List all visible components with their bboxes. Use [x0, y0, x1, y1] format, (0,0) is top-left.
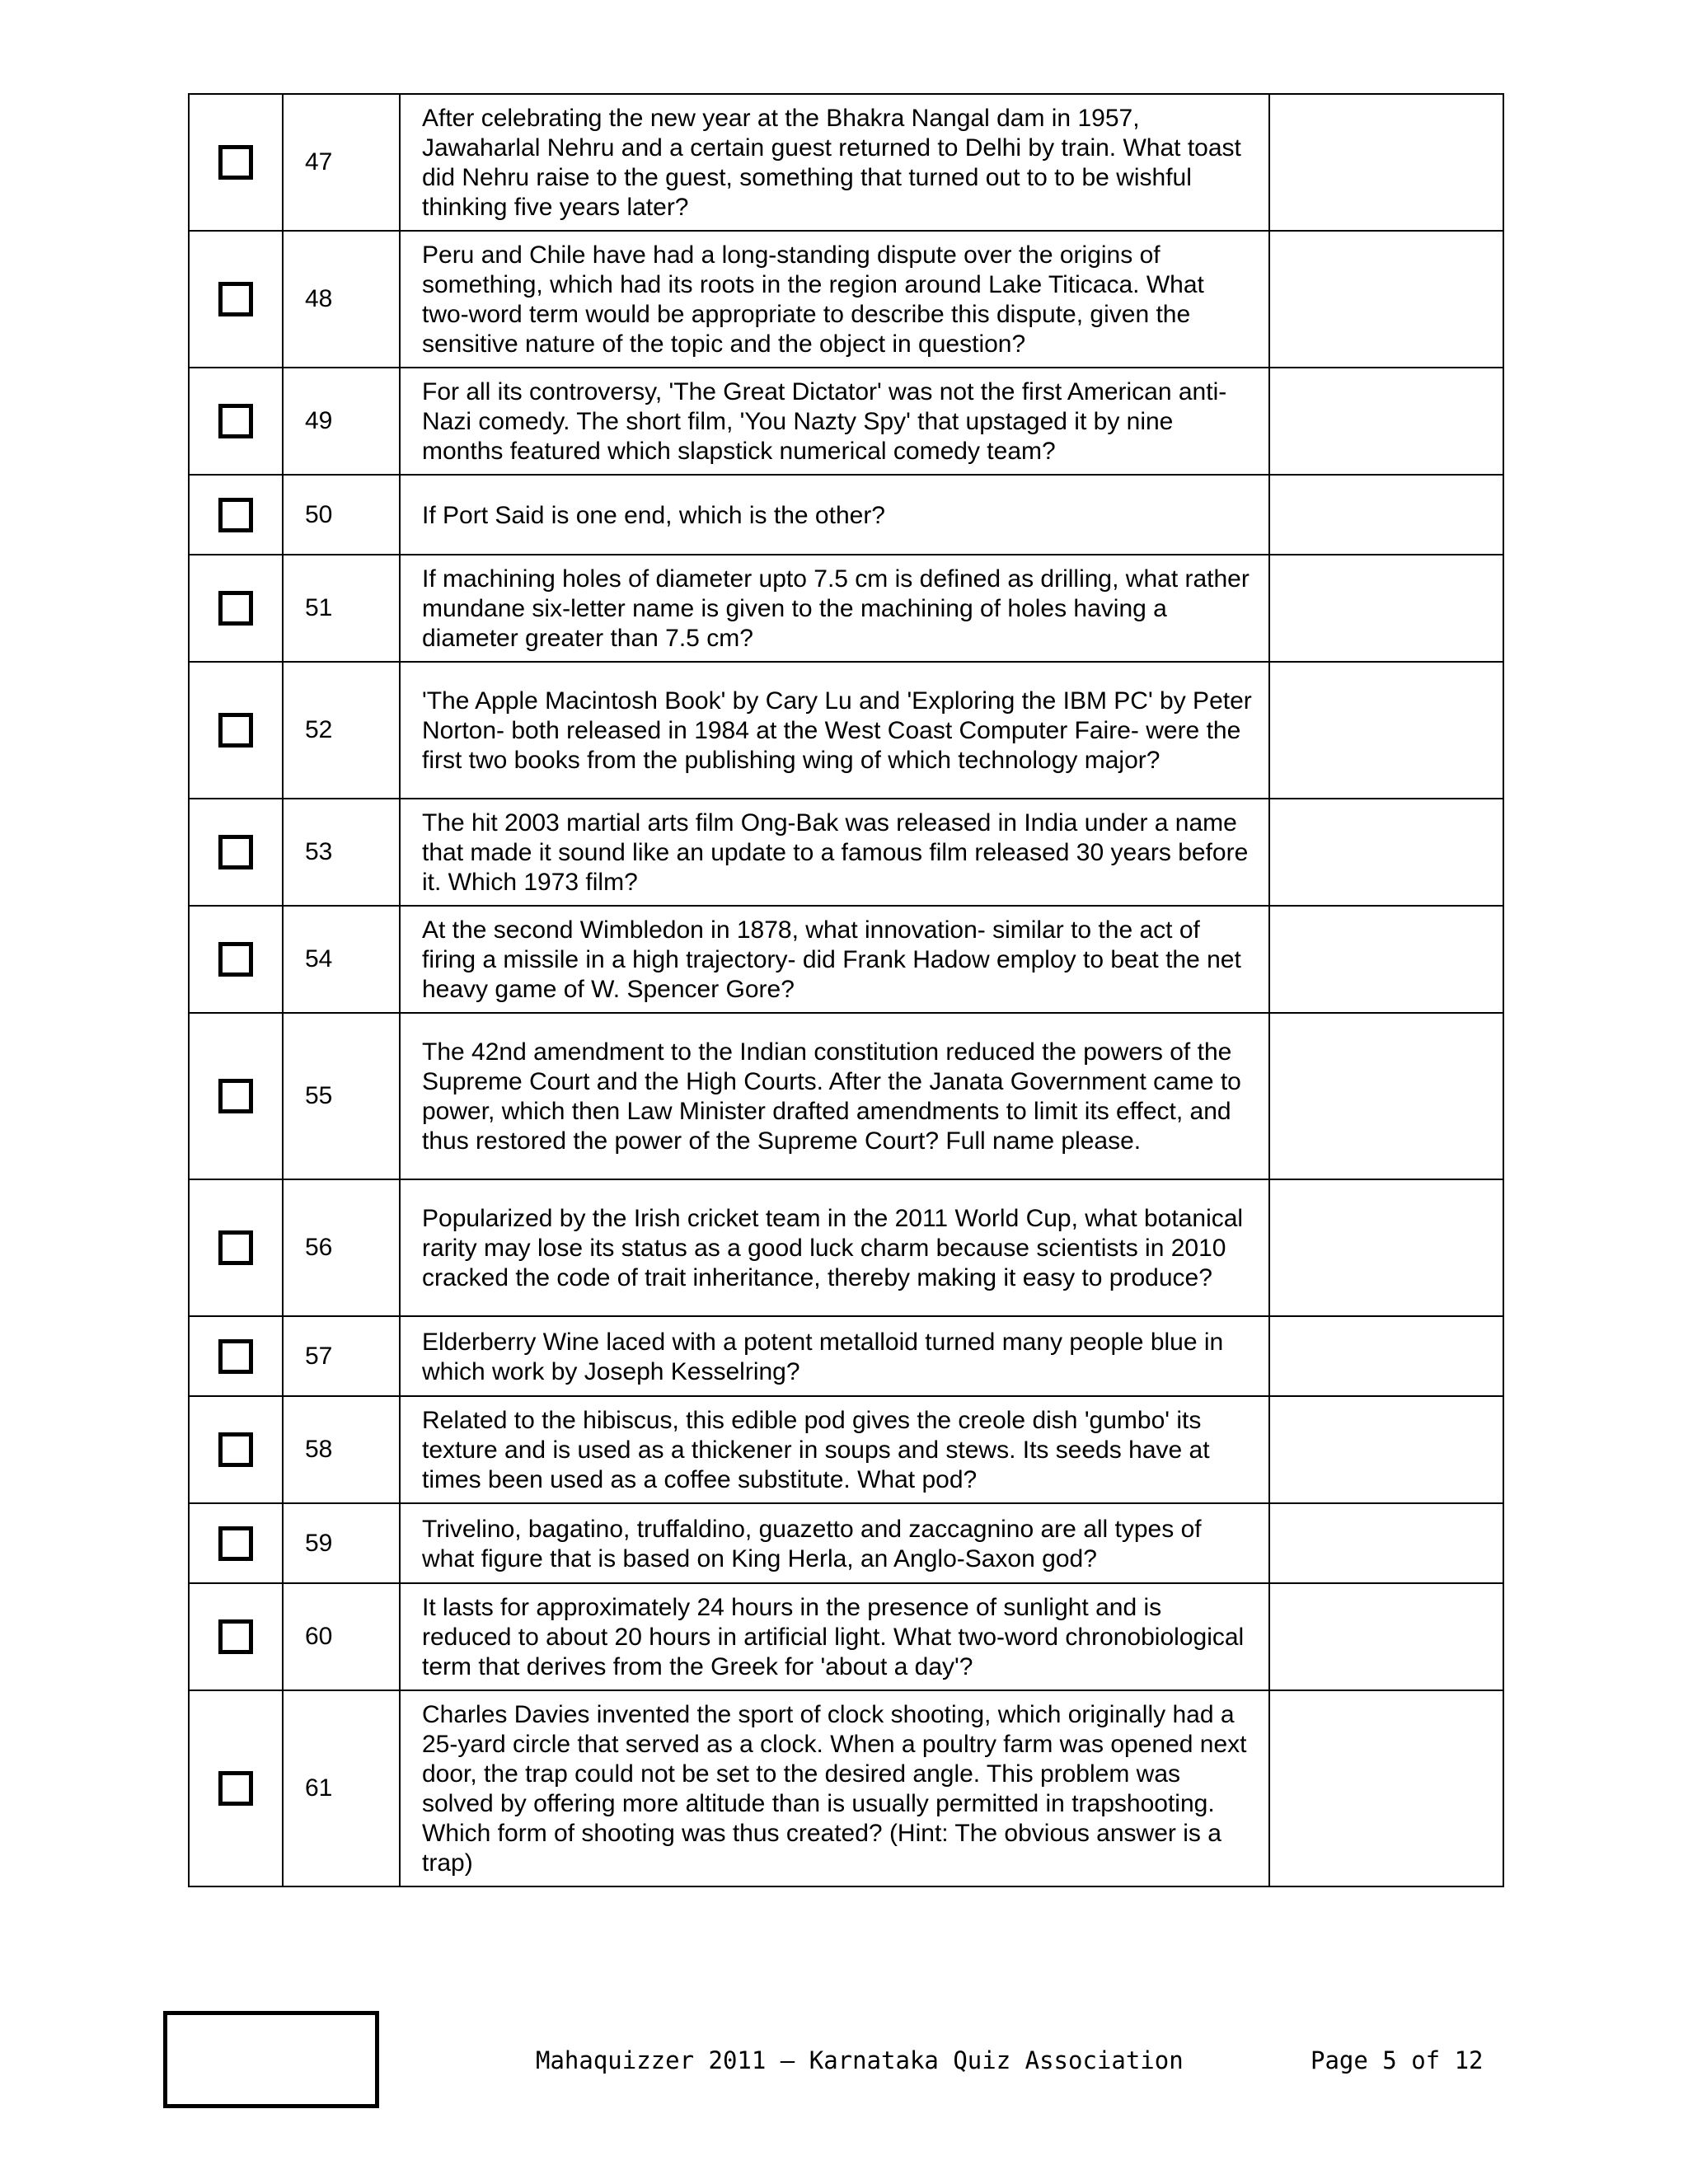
- question-row-48: [189, 231, 1503, 368]
- question-row-51: [189, 555, 1503, 662]
- question-text: Trivelino, bagatino, truffaldino, guazetto and zaccagnino are all types of what figure that is based on King Herla, an Anglo-Saxon god?: [400, 1503, 1269, 1583]
- question-number: 60: [283, 1583, 400, 1690]
- checkbox-57[interactable]: [218, 1339, 253, 1374]
- question-text: For all its controversy, 'The Great Dictator' was not the first American anti-Nazi comedy. The short film, 'You Nazty Spy' that upstaged it by nine months featured which slapstick numerical comedy team?: [400, 368, 1269, 475]
- checkbox-49[interactable]: [218, 404, 253, 438]
- checkbox-47[interactable]: [218, 145, 253, 180]
- question-row-61: [189, 1690, 1503, 1886]
- checkbox-cell: [189, 1690, 283, 1886]
- answer-cell[interactable]: [1269, 1316, 1503, 1396]
- question-text: Peru and Chile have had a long-standing dispute over the origins of something, which had its roots in the region around Lake Titicaca. What two-word term would be appropriate to describe this dispute, given the sensitive nature of the topic and the object in question?: [400, 231, 1269, 368]
- checkbox-59[interactable]: [218, 1526, 253, 1561]
- question-table: [188, 93, 1504, 1887]
- checkbox-60[interactable]: [218, 1619, 253, 1654]
- answer-cell[interactable]: [1269, 662, 1503, 799]
- checkbox-54[interactable]: [218, 942, 253, 977]
- checkbox-58[interactable]: [218, 1432, 253, 1467]
- answer-cell[interactable]: [1269, 555, 1503, 662]
- checkbox-cell: [189, 475, 283, 555]
- question-number: 56: [283, 1179, 400, 1316]
- question-number: 52: [283, 662, 400, 799]
- question-row-53: [189, 799, 1503, 906]
- checkbox-55[interactable]: [218, 1079, 253, 1113]
- question-number: 54: [283, 906, 400, 1013]
- question-number: 59: [283, 1503, 400, 1583]
- question-row-58: [189, 1396, 1503, 1503]
- checkbox-52[interactable]: [218, 713, 253, 748]
- checkbox-cell: [189, 662, 283, 799]
- question-number: 61: [283, 1690, 400, 1886]
- question-number: 55: [283, 1013, 400, 1179]
- checkbox-cell: [189, 368, 283, 475]
- question-text: The 42nd amendment to the Indian constitution reduced the powers of the Supreme Court and the High Courts. After the Janata Government came to power, which then Law Minister drafted amendments to limit its effect, and thus restored the power of the Supreme Court? Full name please.: [400, 1013, 1269, 1179]
- question-number: 47: [283, 94, 400, 231]
- question-number: 53: [283, 799, 400, 906]
- question-row-59: [189, 1503, 1503, 1583]
- checkbox-cell: [189, 906, 283, 1013]
- checkbox-cell: [189, 231, 283, 368]
- answer-cell[interactable]: [1269, 1503, 1503, 1583]
- question-row-54: [189, 906, 1503, 1013]
- checkbox-48[interactable]: [218, 282, 253, 316]
- checkbox-61[interactable]: [218, 1771, 253, 1806]
- answer-cell[interactable]: [1269, 906, 1503, 1013]
- question-row-47: [189, 94, 1503, 231]
- checkbox-51[interactable]: [218, 591, 253, 626]
- question-number: 48: [283, 231, 400, 368]
- answer-cell[interactable]: [1269, 1396, 1503, 1503]
- checkbox-56[interactable]: [218, 1230, 253, 1265]
- answer-cell[interactable]: [1269, 799, 1503, 906]
- checkbox-50[interactable]: [218, 498, 253, 532]
- question-row-52: [189, 662, 1503, 799]
- question-text: Elderberry Wine laced with a potent metalloid turned many people blue in which work by Joseph Kesselring?: [400, 1316, 1269, 1396]
- answer-cell[interactable]: [1269, 231, 1503, 368]
- question-row-60: [189, 1583, 1503, 1690]
- question-number: 51: [283, 555, 400, 662]
- checkbox-cell: [189, 1013, 283, 1179]
- question-row-50: [189, 475, 1503, 555]
- checkbox-cell: [189, 555, 283, 662]
- checkbox-53[interactable]: [218, 835, 253, 869]
- answer-cell[interactable]: [1269, 1690, 1503, 1886]
- question-number: 57: [283, 1316, 400, 1396]
- checkbox-cell: [189, 1179, 283, 1316]
- question-number: 50: [283, 475, 400, 555]
- question-rows: [189, 94, 1503, 1886]
- footer-title: Mahaquizzer 2011 – Karnataka Quiz Association: [536, 2046, 1184, 2074]
- question-text: Charles Davies invented the sport of clock shooting, which originally had a 25-yard circle that served as a clock. When a poultry farm was opened next door, the trap could not be set to the desired angle. This problem was solved by offering more altitude than is usually permitted in trapshooting. Which form of shooting was thus created? (Hint: The obvious answer is a trap): [400, 1690, 1269, 1886]
- page-number: Page 5 of 12: [1311, 2046, 1484, 2074]
- question-text: After celebrating the new year at the Bhakra Nangal dam in 1957, Jawaharlal Nehru and a certain guest returned to Delhi by train. What toast did Nehru raise to the guest, something that turned out to to be wishful thinking five years later?: [400, 94, 1269, 231]
- checkbox-cell: [189, 1583, 283, 1690]
- checkbox-cell: [189, 94, 283, 231]
- answer-cell[interactable]: [1269, 1013, 1503, 1179]
- question-number: 58: [283, 1396, 400, 1503]
- checkbox-cell: [189, 1316, 283, 1396]
- question-text: If Port Said is one end, which is the other?: [400, 475, 1269, 555]
- question-row-55: [189, 1013, 1503, 1179]
- question-row-49: [189, 368, 1503, 475]
- question-text: At the second Wimbledon in 1878, what innovation- similar to the act of firing a missile in a high trajectory- did Frank Hadow employ to beat the net heavy game of W. Spencer Gore?: [400, 906, 1269, 1013]
- question-text: Related to the hibiscus, this edible pod gives the creole dish 'gumbo' its texture and is used as a thickener in soups and stews. Its seeds have at times been used as a coffee substitute. What pod?: [400, 1396, 1269, 1503]
- checkbox-cell: [189, 1396, 283, 1503]
- checkbox-cell: [189, 799, 283, 906]
- question-text: Popularized by the Irish cricket team in the 2011 World Cup, what botanical rarity may lose its status as a good luck charm because scientists in 2010 cracked the code of trait inheritance, thereby making it easy to produce?: [400, 1179, 1269, 1316]
- question-text: The hit 2003 martial arts film Ong-Bak was released in India under a name that made it sound like an update to a famous film released 30 years before it. Which 1973 film?: [400, 799, 1269, 906]
- score-box[interactable]: [163, 2011, 379, 2108]
- question-text: If machining holes of diameter upto 7.5 cm is defined as drilling, what rather mundane six-letter name is given to the machining of holes having a diameter greater than 7.5 cm?: [400, 555, 1269, 662]
- question-text: 'The Apple Macintosh Book' by Cary Lu and 'Exploring the IBM PC' by Peter Norton- both released in 1984 at the West Coast Computer Faire- were the first two books from the publishing wing of which technology major?: [400, 662, 1269, 799]
- checkbox-cell: [189, 1503, 283, 1583]
- answer-cell[interactable]: [1269, 475, 1503, 555]
- answer-cell[interactable]: [1269, 94, 1503, 231]
- question-row-56: [189, 1179, 1503, 1316]
- answer-cell[interactable]: [1269, 368, 1503, 475]
- answer-cell[interactable]: [1269, 1179, 1503, 1316]
- answer-cell[interactable]: [1269, 1583, 1503, 1690]
- question-row-57: [189, 1316, 1503, 1396]
- question-number: 49: [283, 368, 400, 475]
- question-text: It lasts for approximately 24 hours in the presence of sunlight and is reduced to about 20 hours in artificial light. What two-word chronobiological term that derives from the Greek for 'about a day'?: [400, 1583, 1269, 1690]
